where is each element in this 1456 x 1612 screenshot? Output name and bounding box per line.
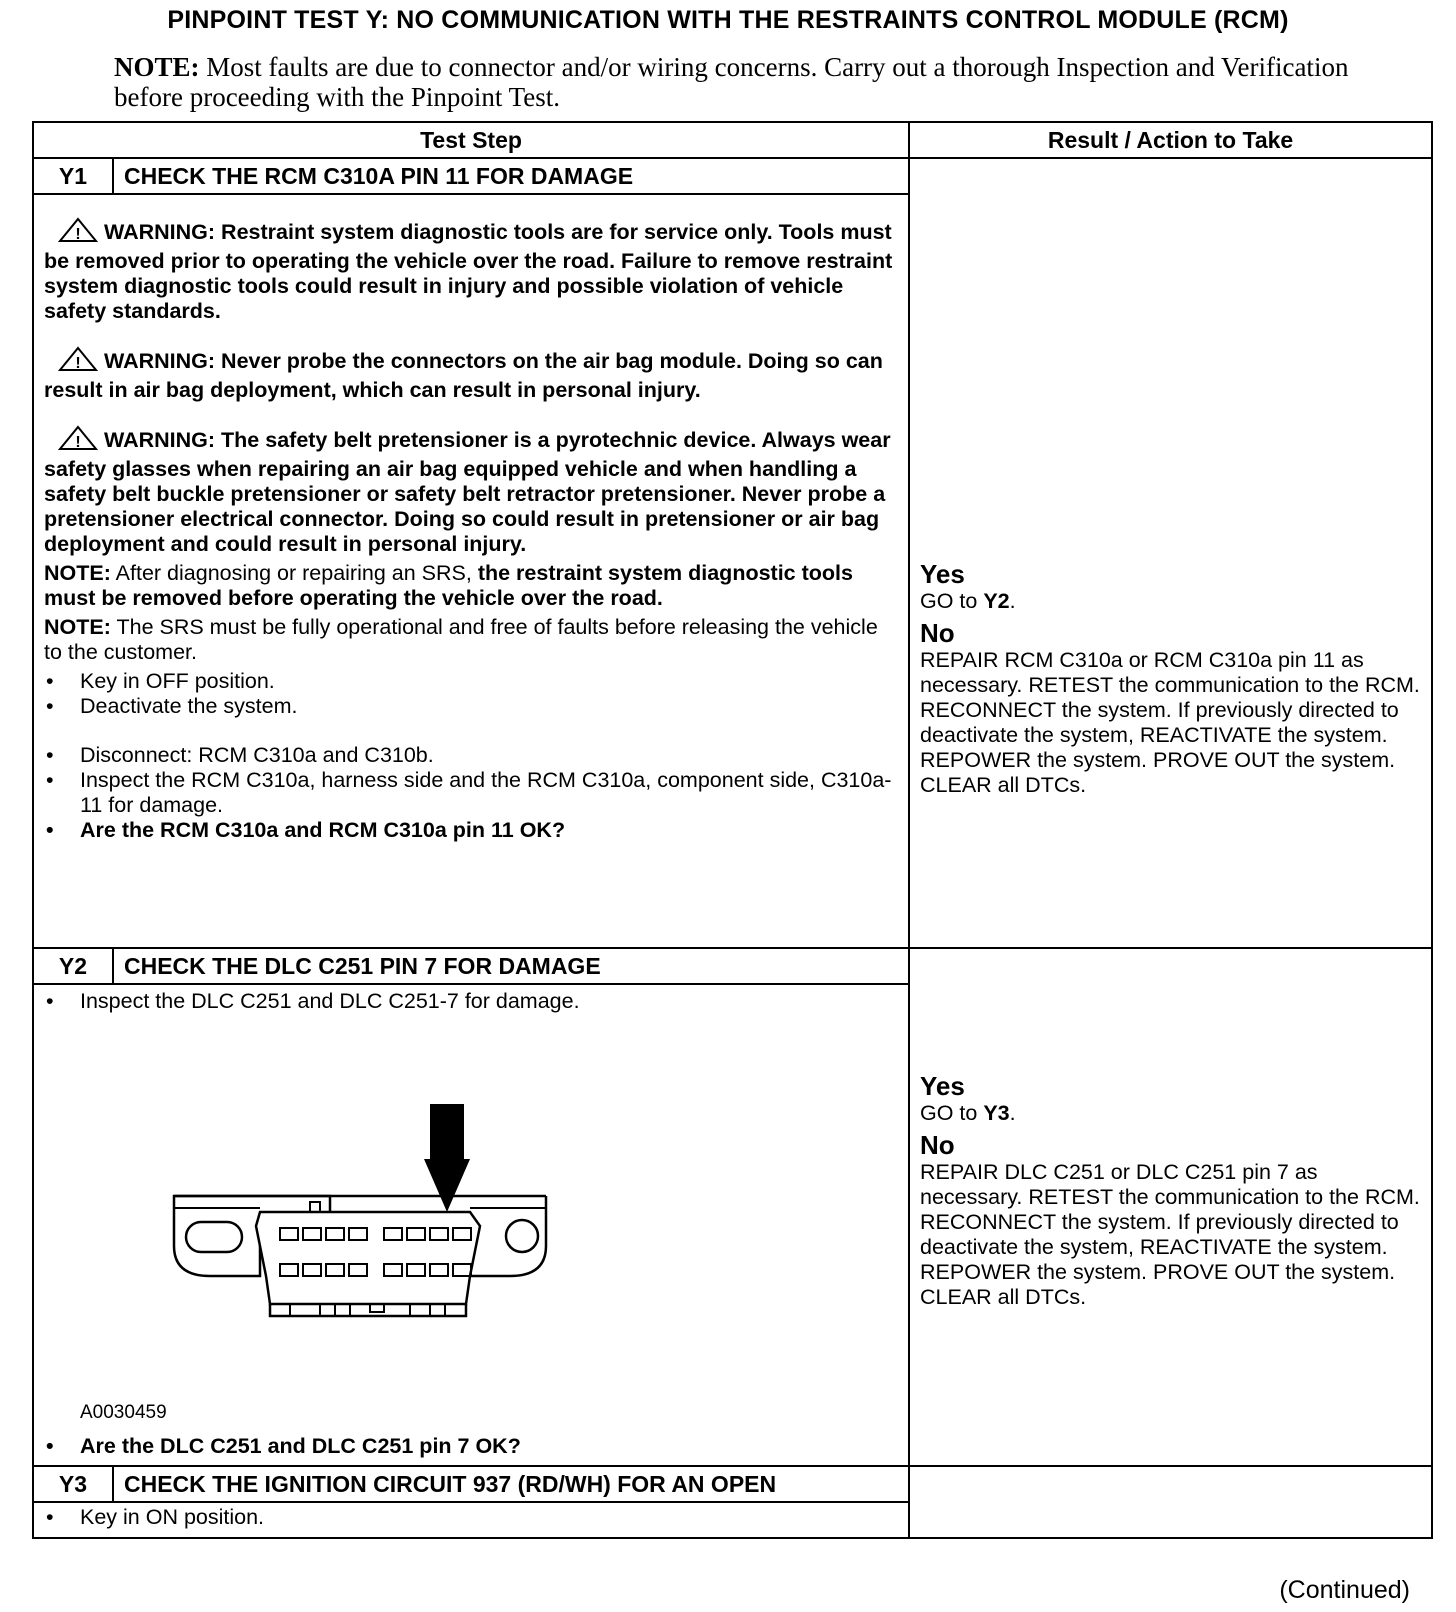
y1-yes-label: Yes bbox=[920, 559, 965, 589]
step-y2-body bbox=[33, 984, 909, 1466]
step-y2-result bbox=[909, 948, 1432, 1466]
svg-text:!: ! bbox=[75, 226, 81, 243]
warning-triangle-icon bbox=[58, 346, 98, 378]
list-item: • Key in OFF position. bbox=[44, 669, 898, 694]
y1-no-action: REPAIR RCM C310a or RCM C310a pin 11 as necessary. RETEST the communication to the RCM. RECONNECT the system. If previously directed to deactivate the system, REACTIVATE the system. REPOWER the system. PROVE OUT the system. CLEAR all DTCs. bbox=[920, 648, 1420, 797]
warning-1: ! WARNING: Restraint system diagnostic tools are for service only. Tools must be removed prior to operating the vehicle over the road. Failure to remove restraint system diagnostic tools could result in injury and possible violation of vehicle safety standards. bbox=[44, 217, 898, 324]
y2-question: • Are the DLC C251 and DLC C251 pin 7 OK? bbox=[44, 1434, 898, 1459]
step-y3-title-row bbox=[33, 1466, 1432, 1502]
list-item: • Inspect the RCM C310a, harness side and the RCM C310a, component side, C310a-11 for damage. bbox=[44, 768, 898, 818]
y2-bullets bbox=[44, 989, 898, 1014]
intro-note-label: NOTE: bbox=[114, 52, 200, 82]
y2-question-list bbox=[44, 1434, 898, 1459]
table-header-row bbox=[33, 122, 1432, 158]
step-y3-result bbox=[909, 1466, 1432, 1538]
intro-note bbox=[114, 52, 1374, 112]
step-y3-id: Y3 bbox=[33, 1466, 113, 1502]
list-item: • Inspect the DLC C251 and DLC C251-7 for damage. bbox=[44, 989, 898, 1014]
step-y1-body bbox=[33, 194, 909, 948]
pinpoint-test-table bbox=[32, 121, 1433, 1539]
continued-label: (Continued) bbox=[1279, 1576, 1410, 1604]
svg-text:!: ! bbox=[75, 355, 81, 372]
y1-yes-action: GO to Y2. bbox=[920, 589, 1016, 613]
warning-2: ! WARNING: Never probe the connectors on the air bag module. Doing so can result in air bag deployment, which can result in personal injury. bbox=[44, 346, 898, 403]
svg-text:!: ! bbox=[75, 434, 81, 451]
y2-yes-target-link[interactable]: Y3 bbox=[983, 1101, 1010, 1125]
list-item: • Deactivate the system. bbox=[44, 694, 898, 719]
page-title: PINPOINT TEST Y: NO COMMUNICATION WITH THE RESTRAINTS CONTROL MODULE (RCM) bbox=[167, 6, 1289, 34]
header-test-step: Test Step bbox=[33, 122, 909, 158]
step-y1-title-row bbox=[33, 158, 1432, 194]
list-item: • Disconnect: RCM C310a and C310b. bbox=[44, 743, 898, 768]
intro-note-text: Most faults are due to connector and/or wiring concerns. Carry out a thorough Inspection and Verification before proceeding with the Pinpoint Test. bbox=[114, 52, 1349, 112]
y1-bullets-a bbox=[44, 669, 898, 719]
figure-id: A0030459 bbox=[80, 1402, 167, 1423]
y2-yes-label: Yes bbox=[920, 1071, 965, 1101]
header-result: Result / Action to Take bbox=[909, 122, 1432, 158]
step-y1-id: Y1 bbox=[33, 158, 113, 194]
list-item: • Key in ON position. bbox=[44, 1505, 898, 1530]
y1-bullets-b bbox=[44, 743, 898, 843]
step-y2-title: CHECK THE DLC C251 PIN 7 FOR DAMAGE bbox=[113, 948, 909, 984]
warning-triangle-icon bbox=[58, 217, 98, 249]
step-y2-title-row bbox=[33, 948, 1432, 984]
y3-bullets bbox=[44, 1505, 898, 1530]
y2-yes-action: GO to Y3. bbox=[920, 1101, 1016, 1125]
warning-triangle-icon bbox=[58, 425, 98, 457]
step-y2-id: Y2 bbox=[33, 948, 113, 984]
step-y3-body bbox=[33, 1502, 909, 1538]
warning-3: ! WARNING: The safety belt pretensioner is a pyrotechnic device. Always wear safety glasses when repairing an air bag equipped vehicle and when handling a safety belt buckle pretensioner or safety belt retractor pretensioner. Never probe a pretensioner electrical connector. Doing so could result in pretensioner or air bag deployment and could result in personal injury. bbox=[44, 425, 898, 557]
note-1: NOTE: After diagnosing or repairing an SRS, the restraint system diagnostic tools must be removed before operating the vehicle over the road. bbox=[44, 561, 853, 610]
step-y3-title: CHECK THE IGNITION CIRCUIT 937 (RD/WH) FOR AN OPEN bbox=[113, 1466, 909, 1502]
y1-question: • Are the RCM C310a and RCM C310a pin 11 OK? bbox=[44, 818, 898, 843]
y1-yes-target-link[interactable]: Y2 bbox=[983, 589, 1010, 613]
dlc-figure bbox=[44, 1014, 898, 1423]
y2-no-action: REPAIR DLC C251 or DLC C251 pin 7 as necessary. RETEST the communication to the RCM. RECONNECT the system. If previously directed to deactivate the system, REACTIVATE the system. REPOWER the system. PROVE OUT the system. CLEAR all DTCs. bbox=[920, 1160, 1420, 1309]
y2-no-label: No bbox=[920, 1130, 955, 1160]
connector-diagram bbox=[170, 1104, 590, 1334]
note-2: NOTE: The SRS must be fully operational and free of faults before releasing the vehicle to the customer. bbox=[44, 615, 878, 664]
step-y1-result bbox=[909, 158, 1432, 948]
y1-no-label: No bbox=[920, 618, 955, 648]
step-y1-title: CHECK THE RCM C310A PIN 11 FOR DAMAGE bbox=[113, 158, 909, 194]
